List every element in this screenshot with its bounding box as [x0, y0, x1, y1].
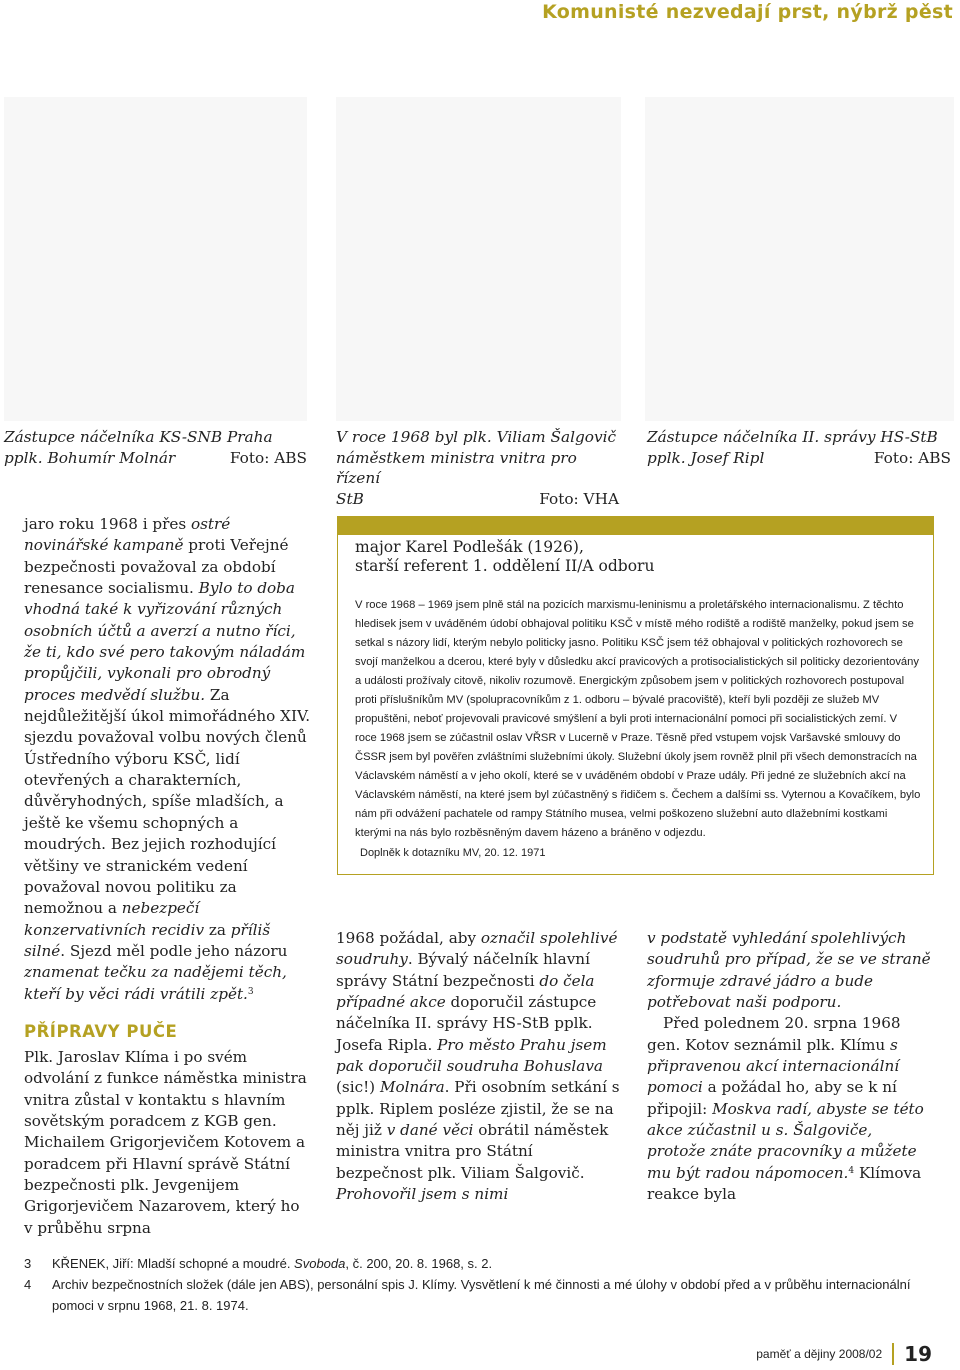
footer-separator: [892, 1343, 894, 1365]
box-text: [355, 596, 921, 863]
journal-name: paměť a dějiny 2008/02: [756, 1347, 883, 1361]
footnote-text: [52, 1253, 934, 1274]
text-run: Bylo to doba vhodná také k vyřizování různých osobních účtů a averzí a nutno říci, že ti, kdo své pero takovým náladám propůjčili, vykonali pro obrodný proces medvědí službu.: [24, 579, 306, 704]
footnote-ref: 4: [848, 1165, 855, 1176]
text-run: . Při osobním setkání s pplk. Riplem posléze zjistil, že se na něj již: [336, 1078, 620, 1140]
text-run: Moskva radí, abyste se této akce zúčastnil u s. Šalgoviče, protože znáte pracovníky a můžete mu být radou nápomocen.: [647, 1099, 924, 1182]
page-footer: [756, 1342, 932, 1366]
photo-credit: Foto: ABS: [873, 448, 951, 467]
text-run: Klímova reakce byla: [647, 1163, 922, 1204]
section-heading: PŘÍPRAVY PUČE: [24, 1021, 178, 1041]
column-right: [647, 928, 935, 1205]
box-paragraph: V roce 1968 – 1969 jsem plně stál na pozicích marxismu-leninismu a proletářského internacionalismu. Z těchto hledisek jsem v uváděném údobí obhajoval politiku KSČ v místě mého rodiště a rodiště manželky, pokud jsem se setkal s názory lidí, kterým nebylo politicky jasno. Politiku KSČ jsem též obhajoval v politických rozhovorech se svojí manželkou a dcerou, které byly v důsledku akcí pravicových a protisocialistických sil politicky dezorientovány a události prožívaly citově, nikoliv rozumově. Energickým způsobem jsem v politických rozhovorech postupoval proti příslušníkům MV (spolupracovníkům z 1. odboru – bývalé pracoviště), kteří byli později ze služeb MV propuštěni, neboť projevovali pravicové smýšlení a byli proti internacionální pomoci při socialistických zemí. V roce 1968 jsem se zúčastnil oslav VŘSR v Lucerně v Praze. Těsně před vstupem vojsk Varšavské smlouvy do ČSSR jsem byl pověřen zvláštními služebními úkoly. Služební úkoly jsem rovněž plnil při všech demonstracích na Václavském náměstí a v jeho okolí, které se v uváděném období v Praze udály. Při jedné ze služebních akcí na Václavském náměstí, na které jsem byl zúčastněný s řidičem s. Čechem a dalšími ss. Vyternou a Kovačíkem, bylo nám při odvážení pachatele od rampy Státního musea, velmi poškozeno služební auto dlažebními kostkami kterými na nás bylo rozběsněným davem házeno a bráněno v odjezdu.: [355, 599, 921, 839]
footnote-text: Archiv bezpečnostních složek (dále jen ABS), personální spis J. Klímy. Vysvětlení k mé činnosti a mé úlohy v období před a v průběhu internacionální pomoci v srpnu 1968, 21. 8. 1974.: [52, 1277, 911, 1313]
text-run: označil spolehlivé soudruhy: [336, 929, 618, 969]
paragraph: [24, 514, 312, 1005]
caption-line: pplk. Bohumír Molnár: [4, 448, 176, 467]
photo-credit: Foto: VHA: [539, 489, 619, 508]
photo-credit: Foto: ABS: [229, 448, 307, 467]
footnote: [24, 1274, 934, 1316]
text-run: Prohovořil jsem s nimi: [336, 1185, 509, 1204]
text-run: a požádal ho, aby se k ní připojil:: [647, 1078, 897, 1118]
text-run: (sic!): [336, 1078, 380, 1097]
running-title: Komunisté nezvedají prst, nýbrž pěst: [542, 1, 953, 23]
text-run: obrátil náměstek ministra vnitra pro Státní bezpečnost plk. Viliam Šalgovič.: [336, 1121, 609, 1182]
text-run: Před polednem 20. srpna 1968 gen. Kotov seznámil plk. Klímu: [647, 1014, 901, 1054]
text-run: Svoboda: [294, 1256, 346, 1271]
column-middle: [336, 928, 623, 1205]
footnote-number: 3: [24, 1256, 32, 1271]
text-run: jaro roku 1968 i přes: [24, 515, 191, 533]
box-title-line: starší referent 1. oddělení II/A odboru: [355, 556, 655, 575]
footnote-number: 4: [24, 1277, 32, 1292]
photo-salgovic: [336, 97, 621, 421]
box-source: Doplněk k dotazníku MV, 20. 12. 1971: [360, 847, 546, 859]
footnotes: [24, 1253, 934, 1316]
text-run: v podstatě vyhledání spolehlivých soudruhů pro případ, že se ve straně zformuje zdravé jádro a bude potřebovat naši podporu.: [647, 929, 931, 1012]
text-run: 1968 požádal, aby: [336, 929, 481, 947]
caption-salgovic: [336, 427, 619, 509]
text-run: ostré novinářské kampaně: [24, 515, 231, 555]
text-run: , č. 200, 20. 8. 1968, s. 2.: [345, 1256, 493, 1271]
caption-line: StB: [336, 489, 364, 508]
caption-line: Zástupce náčelníka KS-SNB Praha: [4, 428, 273, 446]
text-run: Pro město Prahu jsem pak doporučil soudruha Bohuslava: [336, 1035, 607, 1076]
caption-line: náměstkem ministra vnitra pro řízení: [336, 448, 577, 487]
box-title-line: major Karel Podlešák (1926),: [355, 538, 584, 556]
box-accent-bar: [337, 516, 934, 535]
caption-molnar: [4, 427, 307, 468]
box-title: [355, 538, 915, 575]
text-run: v dané věci: [386, 1121, 474, 1140]
text-run: . Bývalý náčelník hlavní správy Státní bezpečnosti: [336, 950, 590, 990]
text-run: KŘENEK, Jiří: Mladší schopné a moudré.: [52, 1256, 295, 1271]
text-run: Molnára: [379, 1078, 445, 1097]
text-run: do čela případné akce: [336, 971, 595, 1012]
text-run: Za nejdůležitější úkol mimořádného XIV. sjezdu považoval volbu nových členů Ústředního výboru KSČ, lidí otevřených a charakterních, důvěryhodných, spíše mladších, a ještě ke všemu schopných a moudrých. Bez jejich rozhodující většiny ve stranickém vedení považoval novou politiku za nemožnou a: [24, 685, 311, 918]
caption-ripl: [647, 427, 951, 468]
page-number: 19: [904, 1342, 932, 1366]
paragraph: Plk. Jaroslav Klíma i po svém odvolání z funkce náměstka ministra vnitra zůstal v kontaktu s hlavním sovětským poradcem z KGB gen. Michailem Grigorjevičem Kotovem a poradcem při Hlavní správě Státní bezpečnosti plk. Jevgenijem Grigorjevičem Nazarovem, který ho v průběhu srpna: [24, 1047, 307, 1237]
text-run: znamenat tečku za nadějemi těch, kteří by věci rádi vrátili zpět.: [24, 963, 287, 1003]
footnote-ref: 3: [247, 986, 254, 997]
photo-molnar: [4, 97, 307, 421]
photo-ripl: [645, 97, 954, 421]
text-run: doporučil zástupce náčelníka II. správy HS-StB pplk. Josefa Ripla.: [336, 993, 597, 1054]
paragraph: [336, 928, 623, 1205]
text-run: příliš silné: [24, 920, 271, 960]
footnote: [24, 1253, 934, 1274]
text-run: proti Veřejné bezpečnosti považoval za období renesance socialismu.: [24, 536, 289, 598]
caption-line: pplk. Josef Ripl: [647, 448, 765, 467]
text-run: s připravenou akcí internacionální pomoci: [647, 1035, 900, 1097]
text-run: . Sjezd měl podle jeho názoru: [60, 941, 288, 960]
text-run: za: [204, 920, 231, 939]
text-run: nebezpečí konzervativních recidiv: [24, 899, 205, 939]
paragraph: [647, 1013, 935, 1205]
column-left: [24, 514, 312, 1239]
caption-line: Zástupce náčelníka II. správy HS-StB: [647, 428, 938, 446]
paragraph: [647, 928, 935, 1013]
caption-line: V roce 1968 byl plk. Viliam Šalgovič: [336, 428, 617, 446]
